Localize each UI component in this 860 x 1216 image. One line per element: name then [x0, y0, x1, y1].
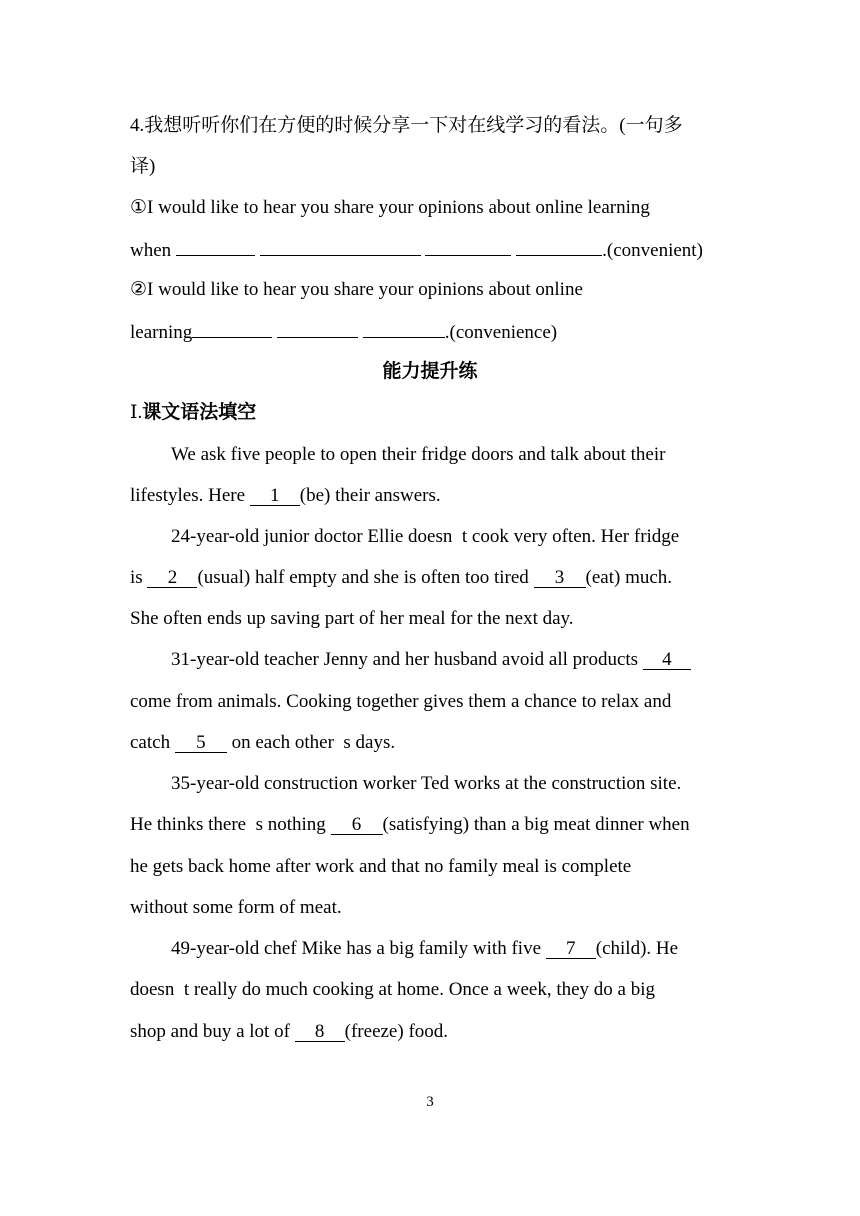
- text-span: is: [130, 567, 148, 588]
- paragraph4-line4: without some form of meat.: [130, 897, 342, 918]
- sentence1-start: when: [130, 240, 176, 261]
- answer-blank[interactable]: [176, 237, 255, 256]
- paragraph2-line1: 24-year-old junior doctor Ellie doesn t cook very often. Her fridge: [171, 526, 680, 547]
- text-span: (satisfying) than a big meat dinner when: [382, 814, 690, 835]
- answer-blank-7[interactable]: 7: [546, 939, 596, 959]
- paragraph3-line2: come from animals. Cooking together gives them a chance to relax and: [130, 691, 672, 712]
- text-span: (eat) much.: [585, 567, 673, 588]
- paragraph5-line1: [171, 937, 678, 961]
- answer-blank[interactable]: [363, 319, 445, 338]
- paragraph4-line2: [130, 813, 690, 837]
- text-span: on each other s days.: [226, 732, 396, 753]
- text-span: lifestyles. Here: [130, 485, 250, 506]
- subsection-numeral: Ⅰ.: [130, 402, 143, 423]
- task4-title-line2: 译): [130, 156, 156, 177]
- section-title: 能力提升练: [382, 361, 478, 382]
- sentence1-end: .(convenient): [602, 240, 703, 261]
- sentence2-end: .(convenience): [444, 322, 558, 343]
- page-number: 3: [426, 1094, 434, 1110]
- paragraph5-line2: doesn t really do much cooking at home. Once a week, they do a big: [130, 979, 655, 1000]
- answer-blank[interactable]: [277, 319, 358, 338]
- answer-blank-8[interactable]: 8: [295, 1022, 345, 1042]
- text-span: He thinks there s nothing: [130, 814, 331, 835]
- paragraph1-line2: [130, 484, 441, 508]
- answer-blank-6[interactable]: 6: [331, 815, 383, 835]
- answer-blank-4[interactable]: 4: [643, 650, 691, 670]
- subsection-label: 课文语法填空: [142, 402, 257, 423]
- task4-sentence1-line1: ①I would like to hear you share your opinions about online learning: [130, 197, 650, 218]
- sentence2-start: learning: [130, 322, 193, 343]
- paragraph3-line3: [130, 731, 395, 755]
- paragraph3-line1: [171, 648, 691, 672]
- answer-blank-5[interactable]: 5: [175, 733, 227, 753]
- paragraph4-line1: 35-year-old construction worker Ted works at the construction site.: [171, 773, 682, 794]
- text-span: (freeze) food.: [344, 1021, 449, 1042]
- answer-blank[interactable]: [192, 319, 272, 338]
- answer-blank-3[interactable]: 3: [534, 568, 586, 588]
- task4-title-line1: 4.我想听听你们在方便的时候分享一下对在线学习的看法。(一句多: [130, 115, 683, 136]
- task4-sentence1-line2: [130, 237, 703, 263]
- paragraph5-line3: [130, 1020, 448, 1044]
- task4-sentence2-line2: [130, 319, 557, 345]
- text-span: 31-year-old teacher Jenny and her husband avoid all products: [171, 649, 643, 670]
- answer-blank-1[interactable]: 1: [250, 486, 300, 506]
- paragraph2-line3: She often ends up saving part of her meal for the next day.: [130, 608, 574, 629]
- paragraph4-line3: he gets back home after work and that no family meal is complete: [130, 856, 632, 877]
- text-span: (usual) half empty and she is often too tired: [197, 567, 534, 588]
- task4-sentence2-line1: ②I would like to hear you share your opinions about online: [130, 279, 583, 300]
- text-span: (be) their answers.: [299, 485, 441, 506]
- paragraph1-line1: We ask five people to open their fridge doors and talk about their: [171, 444, 666, 465]
- answer-blank[interactable]: [425, 237, 511, 256]
- text-span: catch: [130, 732, 175, 753]
- answer-blank-2[interactable]: 2: [147, 568, 197, 588]
- answer-blank[interactable]: [516, 237, 602, 256]
- paragraph2-line2: [130, 566, 672, 590]
- text-span: shop and buy a lot of: [130, 1021, 295, 1042]
- answer-blank[interactable]: [260, 237, 421, 256]
- text-span: (child). He: [595, 938, 679, 959]
- text-span: 49-year-old chef Mike has a big family with five: [171, 938, 546, 959]
- subsection-title: [130, 401, 256, 425]
